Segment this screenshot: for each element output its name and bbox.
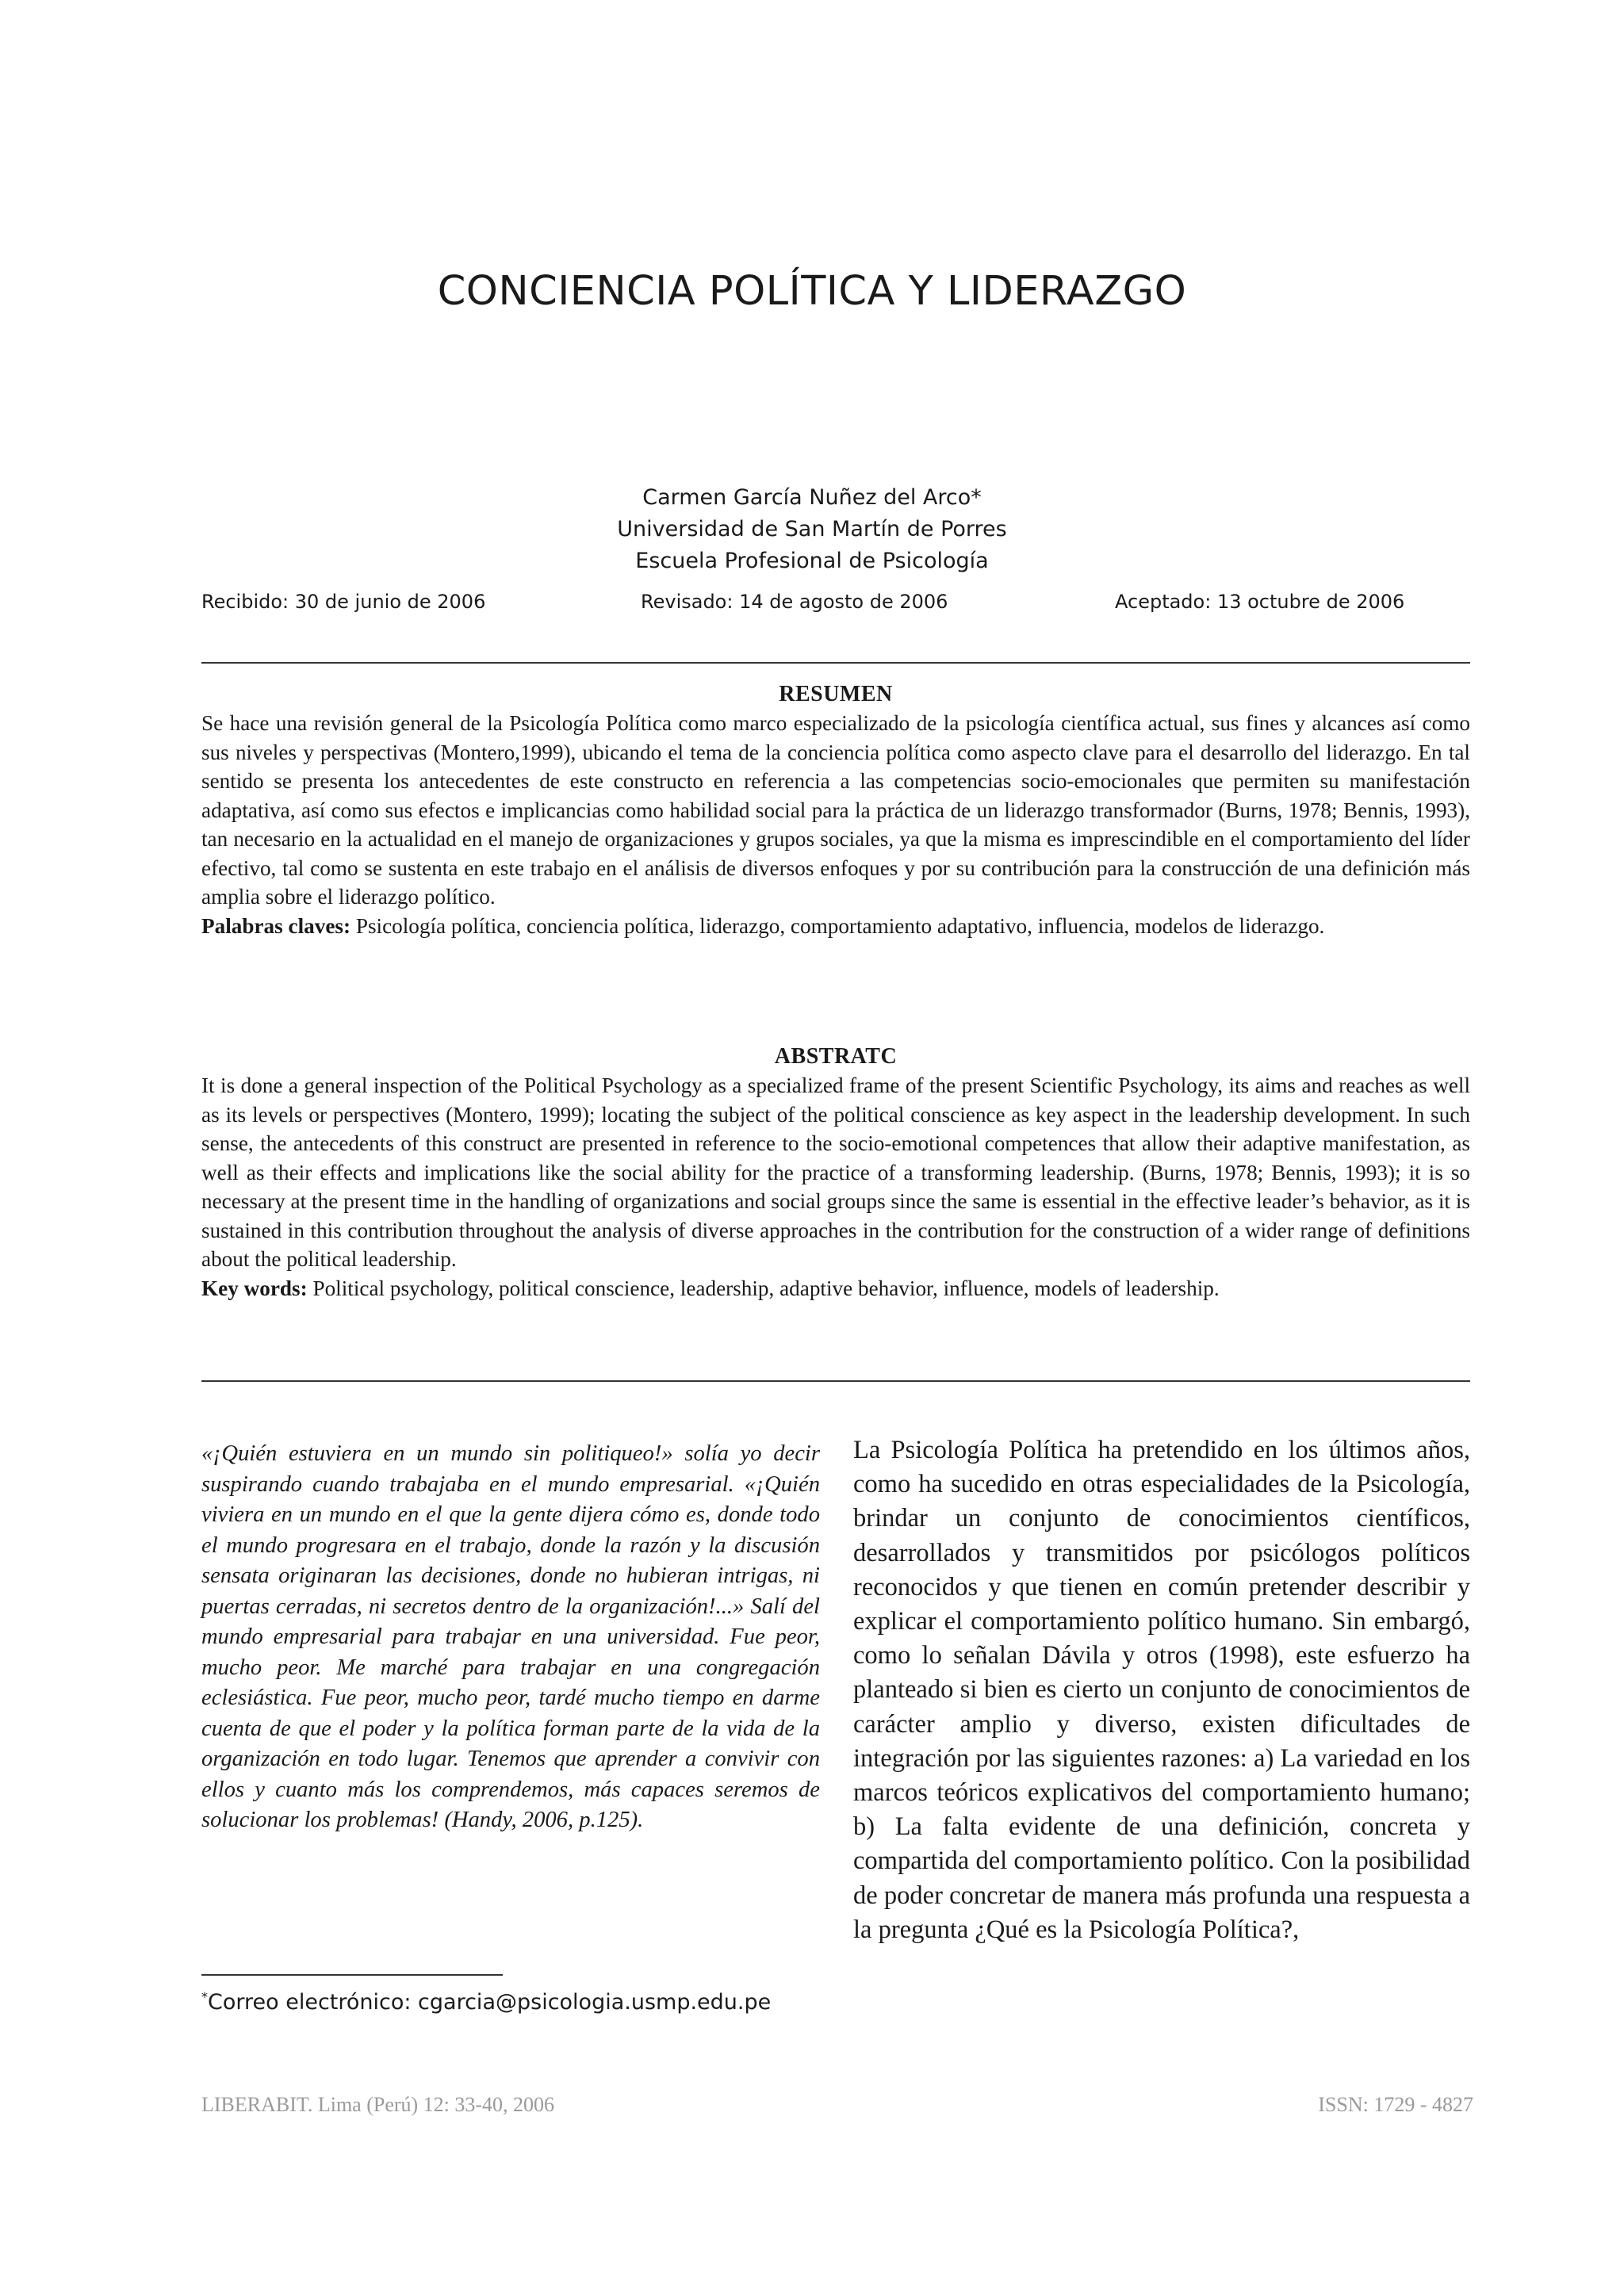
resumen-keywords-text: Psicología política, conciencia política, liderazgo, comportamiento adaptativo, influencia, modelos de liderazgo. [355, 913, 1325, 938]
abstract-keywords [201, 1274, 1470, 1303]
resumen-heading: RESUMEN [779, 682, 893, 706]
accepted-date: Aceptado: 13 octubre de 2006 [1115, 591, 1405, 613]
issn: ISSN: 1729 - 4827 [1318, 2093, 1473, 2116]
top-divider [201, 662, 1470, 664]
author-university: Universidad de San Martín de Porres [617, 517, 1007, 541]
epigraph-quote: «¡Quién estuviera en un mundo sin politiqueo!» solía yo decir suspirando cuando trabajaba en el mundo empresarial. «¡Quién viviera en un mundo en el que la gente dijera cómo es, donde todo el mundo progresara en el trabajo, donde la razón y la discusión sensata originaran las decisiones, donde no hubieran intrigas, ni puertas cerradas, ni secretos dentro de la organización!...» Salí del mundo empresarial para trabajar en una universidad. Fue peor, mucho peor. Me marché para trabajar en una congregación eclesiástica. Fue peor, mucho peor, tardé mucho tiempo en darme cuenta de que el poder y la política forman parte de la vida de la organización en todo lugar. Tenemos que aprender a convivir con ellos y cuanto más los comprendemos, más capaces seremos de solucionar los problemas! (Handy, 2006, p.125). [201, 1441, 820, 1832]
resumen-text: Se hace una revisión general de la Psicología Política como marco especializado de la psicología científica actual, sus fines y alcances así como sus niveles y perspectivas (Montero,1999), ubicando el tema de la conciencia política como aspecto clave para el desarrollo del liderazgo. En tal sentido se presenta los antecedentes de este constructo en referencia a las competencias socio-emocionales que permiten su manifestación adaptativa, así como sus efectos e implicancias como habilidad social para la práctica de un liderazgo transformador (Burns, 1978; Bennis, 1993), tan necesario en la actualidad en el manejo de organizaciones y grupos sociales, ya que la misma es imprescindible en el comportamiento del líder efectivo, tal como se sustenta en este trabajo en el análisis de diversos enfoques y por su contribución para la construcción de una definición más amplia sobre el liderazgo político. [201, 711, 1470, 909]
abstract-heading: ABSTRATC [774, 1044, 898, 1069]
abstract-divider [201, 1380, 1470, 1382]
body-paragraph: La Psicología Política ha pretendido en los últimos años, como ha sucedido en otras especialidades de la Psicología, brindar un conjunto de conocimientos científicos, desarrollados y transmitidos por psicólogos políticos reconocidos y que tienen en común pretender describir y explicar el comportamiento político humano. Sin embargó, como lo señalan Dávila y otros (1998), este esfuerzo ha planteado si bien es cierto un conjunto de conocimientos de carácter amplio y diverso, existen dificultades de integración por las siguientes razones: a) La variedad en los marcos teóricos explicativos del comportamiento humano; b) La falta evidente de una definición, concreta y compartida del comportamiento político. Con la posibilidad de poder concretar de manera más profunda una respuesta a la pregunta ¿Qué es la Psicología Política?, [853, 1436, 1470, 1944]
article-title: CONCIENCIA POLÍTICA Y LIDERAZGO [437, 268, 1187, 315]
abstract-text: It is done a general inspection of the Political Psychology as a specialized frame of the present Scientific Psychology, its aims and reaches as well as its levels or perspectives (Montero, 1999); locating the subject of the political conscience as key aspect in the leadership development. In such sense, the antecedents of this construct are presented in reference to the socio-emotional competences that allow their adaptive manifestation, as well as their effects and implications like the social ability for the practice of a transforming leadership. (Burns, 1978; Bennis, 1993); it is so necessary at the present time in the handling of organizations and social groups since the same is essential in the effective leader’s behavior, as it is sustained in this contribution throughout the analysis of diverse approaches in the contribution for the construction of a wider range of definitions about the political leadership. [201, 1073, 1470, 1271]
resumen-section [201, 680, 1470, 940]
abstract-keywords-label: Key words: [201, 1276, 308, 1300]
resumen-keywords-label: Palabras claves: [201, 913, 351, 938]
revised-date: Revisado: 14 de agosto de 2006 [641, 591, 948, 613]
abstract-section [201, 1043, 1470, 1303]
journal-citation: LIBERABIT. Lima (Perú) 12: 33-40, 2006 [201, 2093, 555, 2116]
author-school: Escuela Profesional de Psicología [635, 549, 989, 573]
abstract-keywords-text: Political psychology, political conscience, leadership, adaptive behavior, influence, models of leadership. [312, 1276, 1220, 1300]
author-block [0, 482, 1624, 577]
footnote-text: Correo electrónico: cgarcia@psicologia.usmp.edu.pe [208, 1990, 772, 2015]
received-date: Recibido: 30 de junio de 2006 [201, 591, 486, 613]
footnote [201, 1990, 771, 2015]
author-name: Carmen García Nuñez del Arco* [642, 485, 982, 510]
footnote-marker: * [201, 1989, 208, 2004]
footnote-divider [201, 1974, 503, 1976]
resumen-keywords [201, 912, 1470, 941]
